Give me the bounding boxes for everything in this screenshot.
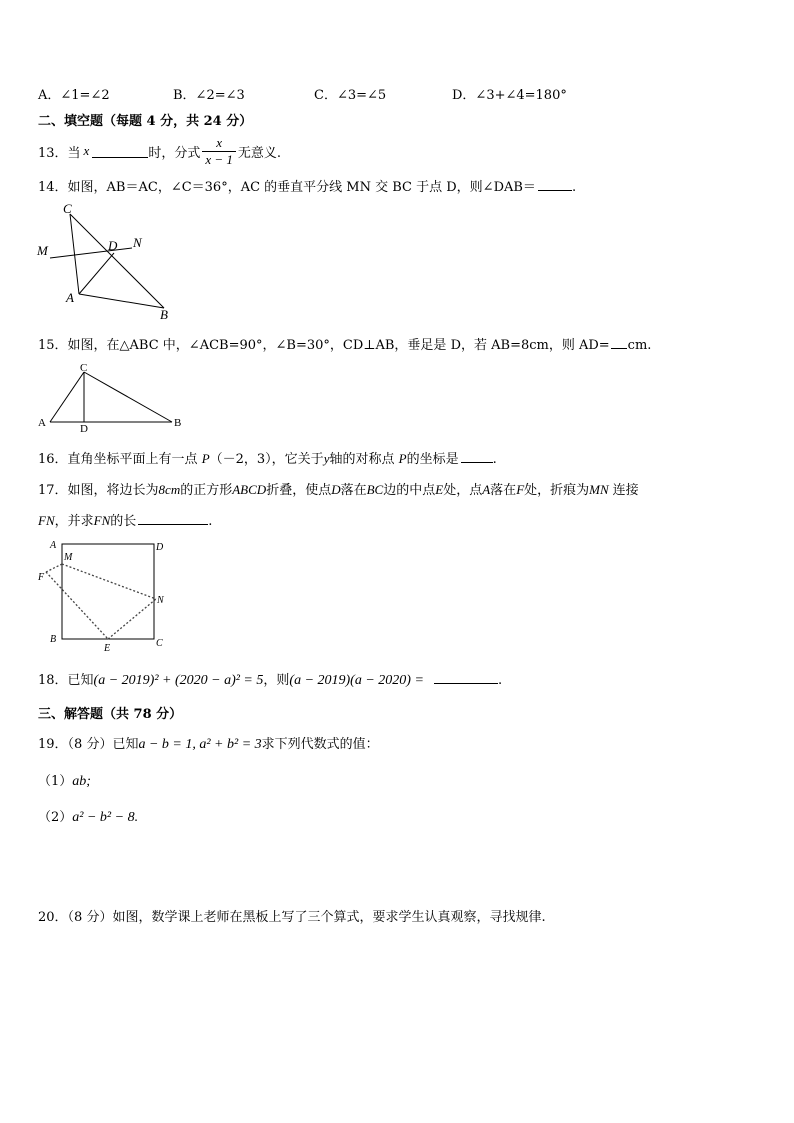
question-18 <box>38 669 502 689</box>
q14-label-b: B <box>160 307 168 320</box>
question-15 <box>38 334 651 353</box>
q17-pre: 17．如图，将边长为 <box>38 483 159 498</box>
q17-text-e: 处，点 <box>443 483 483 498</box>
q18-mid: ，则 <box>263 673 290 688</box>
q19-part2-label: （2） <box>38 810 73 825</box>
q17-text-f: 落在 <box>490 483 517 498</box>
q17-point-a: A <box>482 482 491 497</box>
q18-expression: (a − 2019)(a − 2020) = <box>289 673 424 688</box>
q17-label-b: B <box>50 634 57 645</box>
q14-text: 14．如图，AB＝AC，∠C＝36°，AC 的垂直平分线 MN 交 BC 于点 D，则∠DAB＝ <box>38 180 536 195</box>
q16-post: 的坐标是 <box>406 452 459 467</box>
q19-part-2 <box>38 806 138 826</box>
q17-text-b: 折叠，使点 <box>266 483 332 498</box>
q14-label-d: D <box>108 238 118 253</box>
q17-square-name: ABCD <box>232 482 267 497</box>
q17-text-i: ，并求 <box>54 514 94 529</box>
q17-text-g: 处，折痕为 <box>524 483 590 498</box>
q17-label-a: A <box>50 540 57 551</box>
q17-side-bc: BC <box>366 482 384 497</box>
q16-point-p-prime: P <box>398 451 407 466</box>
question-13 <box>38 132 281 170</box>
q19-pre: 19．（8 分）已知 <box>38 737 139 752</box>
q17-side-length: 8cm <box>158 482 181 497</box>
q19-part-1 <box>38 770 91 790</box>
option-d: D．∠3+∠4=180° <box>452 88 567 103</box>
q17-label-d: D <box>156 542 164 553</box>
q18-end: . <box>498 673 503 688</box>
q15-label-a: A <box>38 417 46 429</box>
q16-pre: 16．直角坐标平面上有一点 <box>38 452 198 467</box>
q16-coords: （－2，3），它关于 <box>209 452 324 467</box>
q16-answer-blank[interactable] <box>461 450 493 463</box>
q17-label-c: C <box>156 638 163 649</box>
q17-segment-fn-2: FN <box>93 513 111 528</box>
q17-end: . <box>208 514 213 529</box>
q17-text-h: 连接 <box>612 483 639 498</box>
q17-label-e: E <box>104 643 111 652</box>
q17-crease-mn: MN <box>589 482 609 497</box>
q14-label-a: A <box>66 290 74 305</box>
q15-end: cm. <box>627 338 652 353</box>
q17-point-e: E <box>435 482 444 497</box>
q14-figure <box>36 198 176 320</box>
q14-answer-blank[interactable] <box>538 178 572 191</box>
q13-fraction <box>202 135 236 168</box>
q15-label-c: C <box>80 362 88 374</box>
q15-label-d: D <box>80 423 88 432</box>
q18-equation: (a − 2019)² + (2020 − a)² = 5 <box>93 673 264 688</box>
q17-answer-blank[interactable] <box>138 512 208 525</box>
q15-figure <box>34 360 186 432</box>
q19-condition: a − b = 1, a² + b² = 3 <box>138 737 262 752</box>
question-19 <box>38 733 379 753</box>
q17-segment-fn: FN <box>38 513 55 528</box>
q19-part1-label: （1） <box>38 774 73 789</box>
q18-pre: 18．已知 <box>38 673 94 688</box>
q16-mid: 轴的对称点 <box>329 452 395 467</box>
q17-text-c: 落在 <box>340 483 367 498</box>
q13-pre: 13．当 <box>38 145 81 161</box>
q13-answer-blank[interactable] <box>92 145 148 158</box>
q13-denominator: x − 1 <box>205 151 233 167</box>
q17-text-d: 边的中点 <box>383 483 436 498</box>
q13-mid: 时，分式 <box>148 145 201 161</box>
q19-part1-expr: ab; <box>72 774 91 789</box>
q19-post: 求下列代数式的值： <box>261 737 379 752</box>
question-17-line2 <box>38 510 212 529</box>
q17-point-f: F <box>516 482 525 497</box>
section-heading-solutions: 三、解答题（共 78 分） <box>38 707 183 722</box>
q16-axis-y: y <box>323 451 330 466</box>
q13-post: 无意义. <box>237 145 282 161</box>
option-c: C．∠3=∠5 <box>314 88 387 103</box>
q15-answer-blank[interactable] <box>611 336 627 349</box>
option-a: A．∠1=∠2 <box>38 88 110 103</box>
q17-label-n: N <box>157 595 164 606</box>
q15-label-b: B <box>174 417 182 429</box>
question-17-line1 <box>38 479 639 498</box>
q19-part2-expr: a² − b² − 8. <box>72 810 139 825</box>
section-heading-fill-blank: 二、填空题（每题 4 分，共 24 分） <box>38 114 253 129</box>
q13-numerator: x <box>202 135 236 152</box>
q17-text-a: 的正方形 <box>180 483 233 498</box>
q14-label-c: C <box>63 201 72 216</box>
q16-point-p: P <box>201 451 210 466</box>
q14-label-n: N <box>133 235 142 250</box>
q17-label-m: M <box>64 552 73 563</box>
question-16 <box>38 448 497 467</box>
q17-text-j: 的长 <box>110 514 137 529</box>
q17-label-f: F <box>38 572 45 583</box>
q15-text: 15．如图，在△ABC 中，∠ACB=90°，∠B=30°，CD⊥AB，垂足是 D，若 AB=8cm，则 AD= <box>38 338 610 353</box>
q17-point-d: D <box>331 482 341 497</box>
q17-figure <box>34 536 174 652</box>
option-b: B．∠2=∠3 <box>173 88 245 103</box>
q13-var: x <box>83 143 90 158</box>
q16-end: . <box>492 452 497 467</box>
question-14 <box>38 176 576 195</box>
question-20: 20．（8 分）如图，数学课上老师在黑板上写了三个算式，要求学生认真观察，寻找规律. <box>38 910 546 925</box>
q18-answer-blank[interactable] <box>434 671 498 684</box>
q14-end: . <box>571 180 577 195</box>
q14-label-m: M <box>37 243 48 258</box>
